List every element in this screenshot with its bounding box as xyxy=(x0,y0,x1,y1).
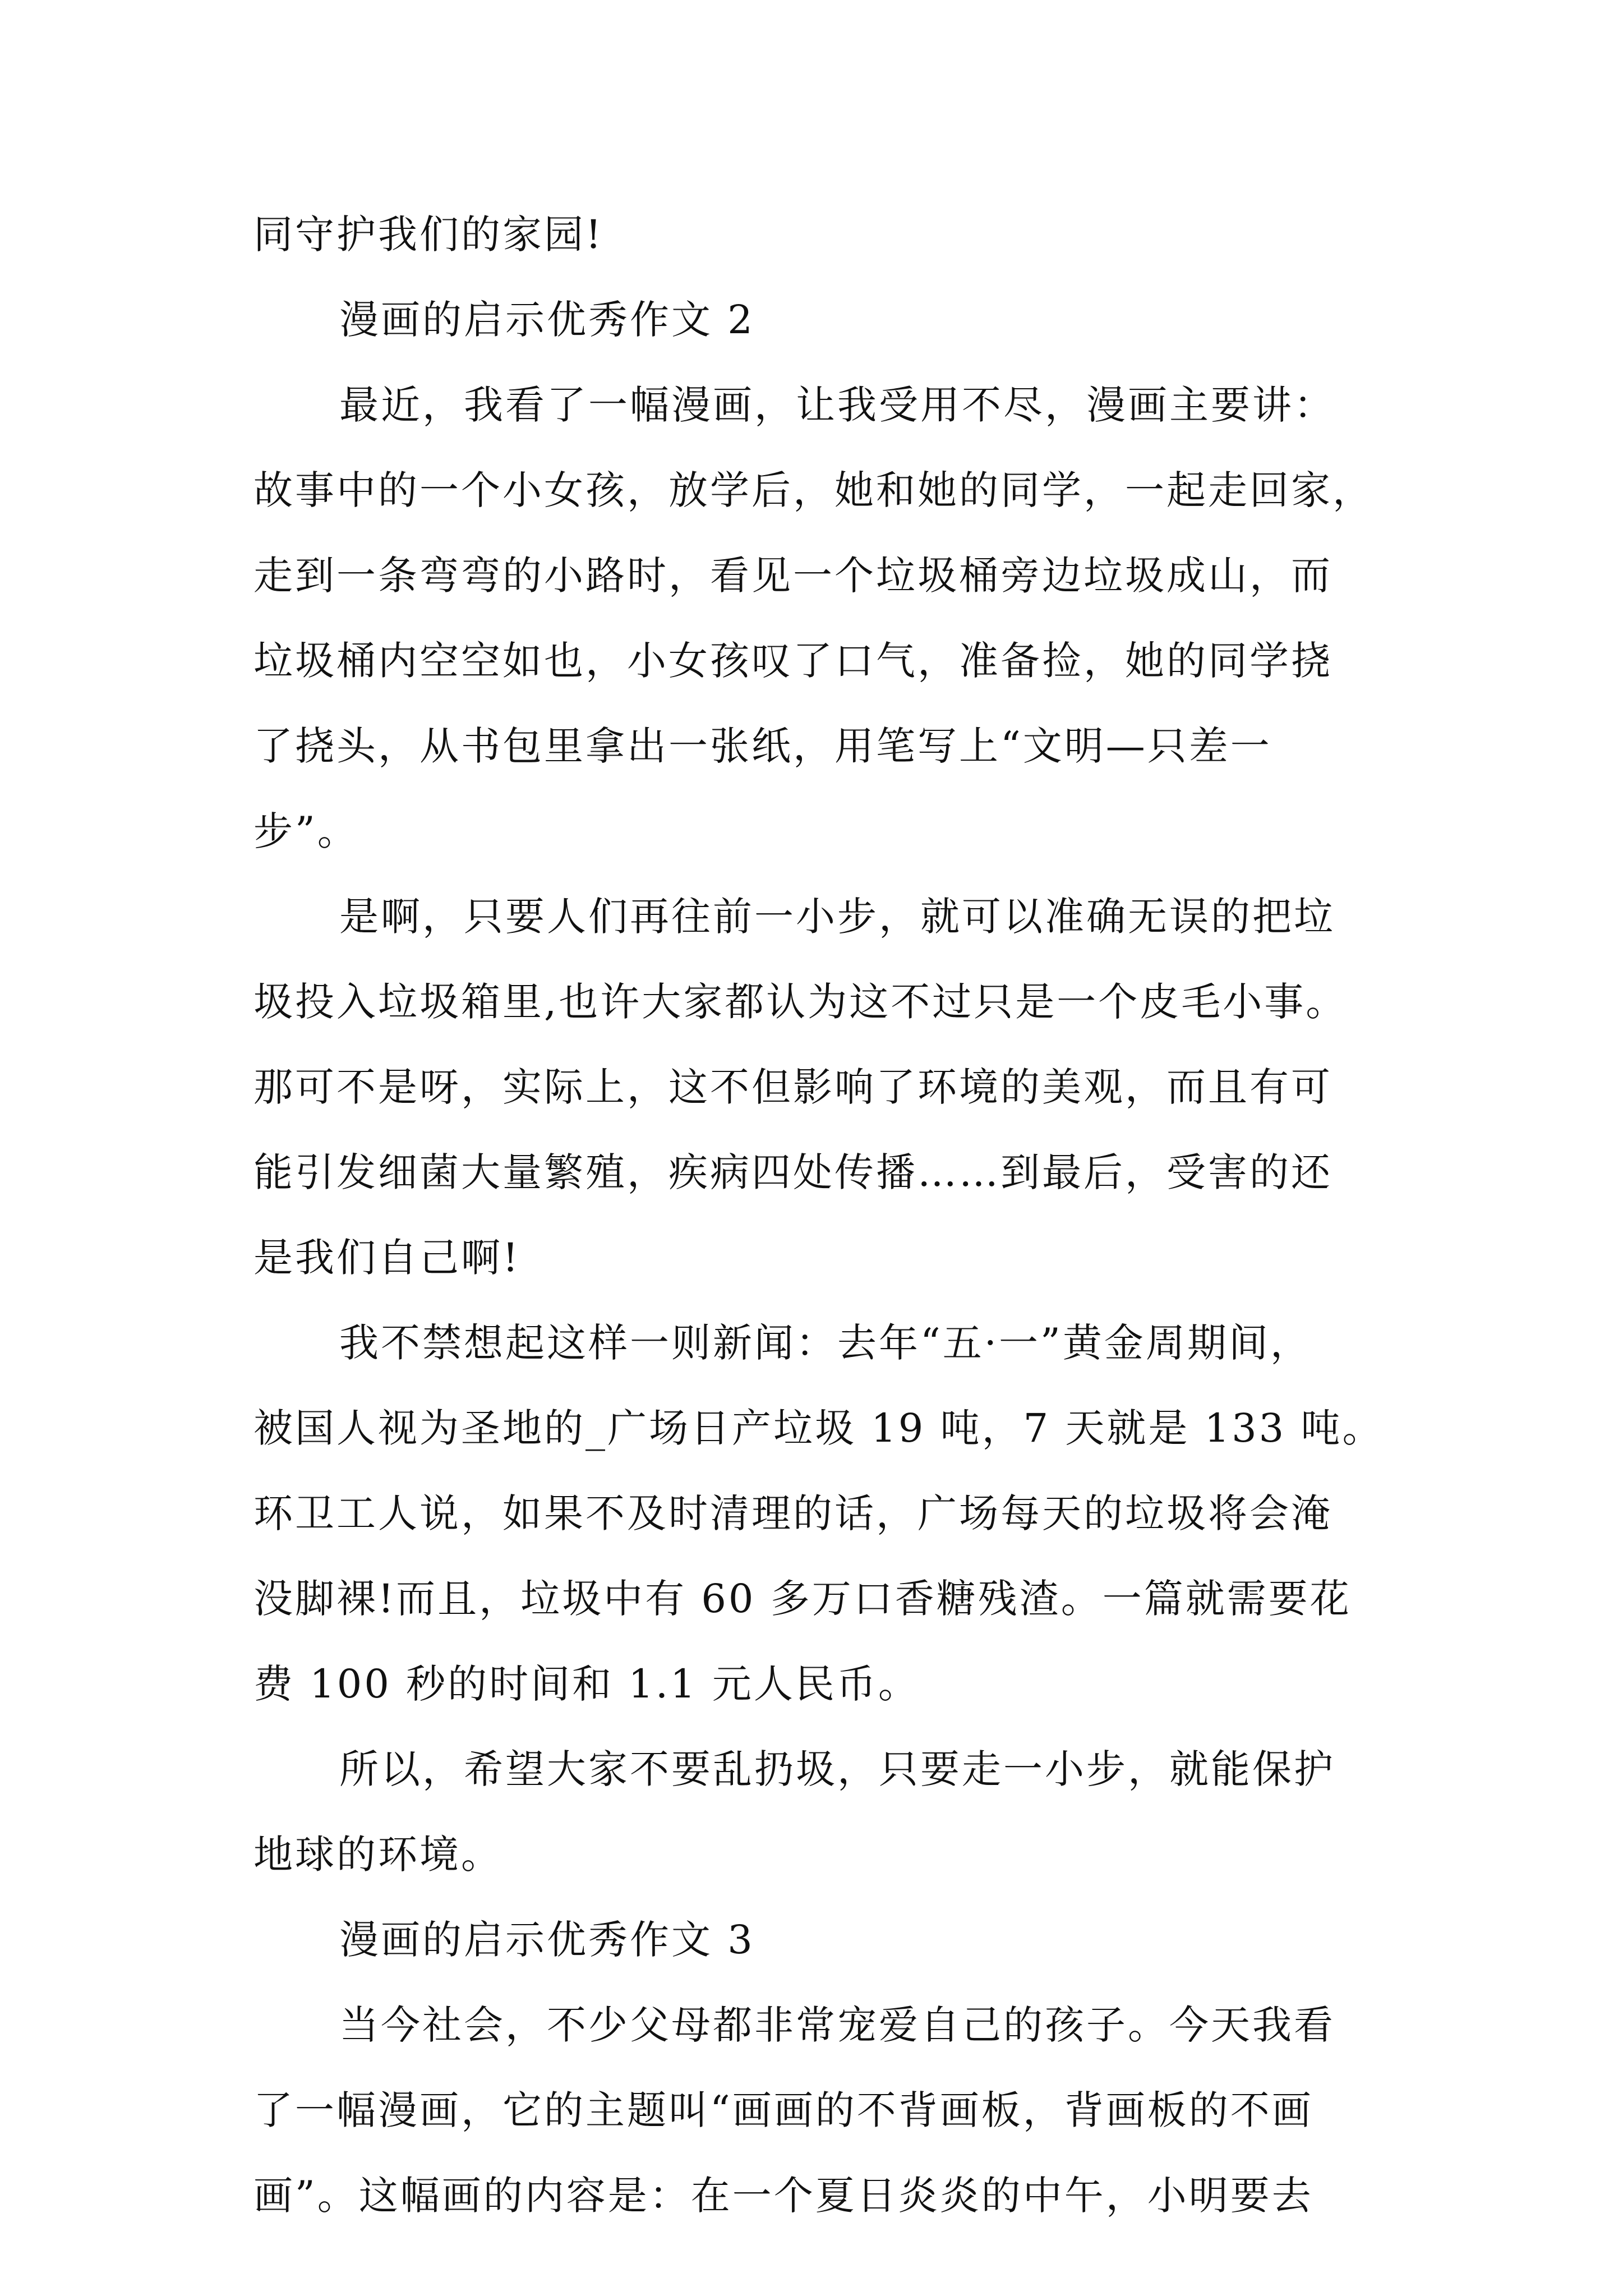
text-line: 垃圾桶内空空如也，小女孩叹了口气，准备捡，她的同学挠 xyxy=(253,638,1332,684)
text-line: 那可不是呀，实际上，这不但影响了环境的美观，而且有可 xyxy=(253,1064,1332,1110)
essay-title: 漫画的启示优秀作文 3 xyxy=(339,1917,755,1963)
text-line: 圾投入垃圾箱里,也许大家都认为这不过只是一个皮毛小事。 xyxy=(253,979,1348,1025)
text-line: 没脚裸!而且，垃圾中有 60 多万口香糖残渣。一篇就需要花 xyxy=(253,1576,1352,1622)
text-line: 步”。 xyxy=(253,808,359,854)
text-line: 我不禁想起这样一则新闻：去年“五·一”黄金周期间， xyxy=(339,1320,1312,1366)
text-line: 了挠头，从书包里拿出一张纸，用笔写上“文明—只差一 xyxy=(253,723,1272,769)
text-line: 费 100 秒的时间和 1.1 元人民币。 xyxy=(253,1661,920,1707)
text-line: 画”。这幅画的内容是：在一个夏日炎炎的中午，小明要去 xyxy=(253,2173,1313,2219)
text-line: 是啊，只要人们再往前一小步，就可以准确无误的把垃 xyxy=(339,894,1335,940)
text-line: 环卫工人说，如果不及时清理的话，广场每天的垃圾将会淹 xyxy=(253,1490,1332,1536)
text-line: 是我们自己啊! xyxy=(253,1235,521,1281)
text-line: 走到一条弯弯的小路时，看见一个垃圾桶旁边垃圾成山，而 xyxy=(253,553,1332,599)
text-line: 被国人视为圣地的_广场日产垃圾 19 吨，7 天就是 133 吨。 xyxy=(253,1405,1384,1451)
text-line: 最近，我看了一幅漫画，让我受用不尽，漫画主要讲： xyxy=(339,382,1335,428)
text-line: 故事中的一个小女孩，放学后，她和她的同学，一起走回家， xyxy=(253,467,1374,513)
text-line: 同守护我们的家园! xyxy=(253,211,604,257)
text-line: 当今社会，不少父母都非常宠爱自己的孩子。今天我看 xyxy=(339,2002,1335,2048)
text-line: 所以，希望大家不要乱扔圾，只要走一小步，就能保护 xyxy=(339,1746,1335,1792)
essay-title: 漫画的启示优秀作文 2 xyxy=(339,297,755,343)
text-line: 了一幅漫画，它的主题叫“画画的不背画板，背画板的不画 xyxy=(253,2087,1313,2133)
text-line: 地球的环境。 xyxy=(253,1832,502,1878)
text-line: 能引发细菌大量繁殖，疾病四处传播……到最后，受害的还 xyxy=(253,1149,1332,1195)
